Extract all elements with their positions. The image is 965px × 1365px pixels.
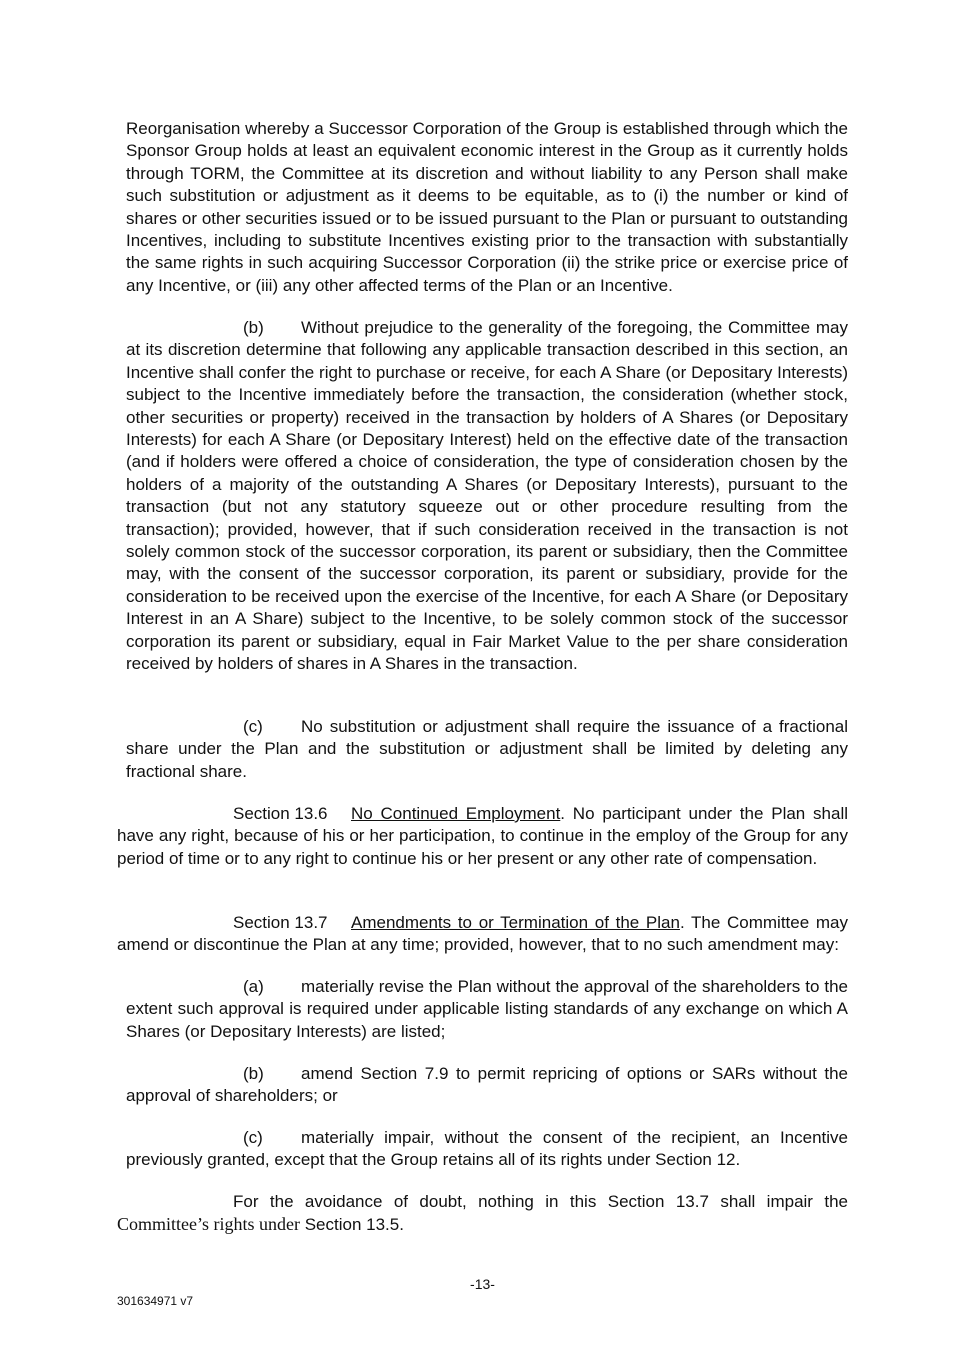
paragraph-13-7-b-text: amend Section 7.9 to permit repricing of options or SARs without the approval of shareholders; or bbox=[126, 1064, 848, 1106]
paragraph-13-7-c-text: materially impair, without the consent of the recipient, an Incentive previously granted, except that the Group retains all of its rights under Section 12. bbox=[126, 1128, 848, 1170]
section-13-6 bbox=[117, 803, 848, 870]
section-13-6-heading: No Continued Employment bbox=[351, 804, 561, 823]
section-13-7-number: Section 13.7 bbox=[233, 913, 328, 932]
enum-label-b-2: (b) bbox=[243, 1064, 264, 1083]
paragraph-13-5-c bbox=[126, 716, 848, 783]
paragraph-13-7-b bbox=[126, 1063, 848, 1108]
paragraph-intro bbox=[126, 118, 848, 297]
enum-label-c-2: (c) bbox=[243, 1128, 263, 1147]
section-13-6-text: . No participant under the Plan shall have any right, because of his or her participation, to continue in the employ of the Group for any period of time or to any right to continue his or her present or any other rate of compensation. bbox=[117, 804, 848, 868]
paragraph-13-5-b bbox=[126, 317, 848, 676]
section-13-7-heading: Amendments to or Termination of the Plan bbox=[351, 913, 680, 932]
enum-label-b: (b) bbox=[243, 318, 264, 337]
section-13-7 bbox=[117, 912, 848, 957]
document-id: 301634971 v7 bbox=[117, 1294, 194, 1308]
paragraph-13-7-a bbox=[126, 976, 848, 1043]
paragraph-13-5-c-text: No substitution or adjustment shall require the issuance of a fractional share under the Plan and the substitution or adjustment shall be limited by deleting any fractional share. bbox=[126, 717, 848, 781]
avoidance-paragraph bbox=[117, 1191, 848, 1237]
avoidance-tail: Section 13.5. bbox=[299, 1215, 404, 1235]
enum-label-a: (a) bbox=[243, 977, 264, 996]
paragraph-13-7-a-text: materially revise the Plan without the approval of the shareholders to the extent such approval is required under applicable listing standards of any exchange on which A Shares (or Depositary Interests) are listed; bbox=[126, 977, 848, 1041]
section-13-7-text: . The Committee may amend or discontinue the Plan at any time; provided, however, that to no such amendment may: bbox=[117, 913, 848, 955]
page-number: -13- bbox=[470, 1276, 495, 1292]
avoidance-serif-text: Committee’s rights under bbox=[117, 1214, 300, 1235]
enum-label-c: (c) bbox=[243, 717, 263, 736]
section-13-6-number: Section 13.6 bbox=[233, 804, 328, 823]
avoidance-lead: For the avoidance of doubt, nothing in this Section 13.7 shall impair the bbox=[233, 1192, 848, 1211]
paragraph-13-7-c bbox=[126, 1127, 848, 1172]
paragraph-13-5-b-text: Without prejudice to the generality of the foregoing, the Committee may at its discretion determine that following any applicable transaction described in this section, an Incentive shall confer the right to purchase or receive, for each A Share (or Depositary Interests) subject to the Incentive immediately before the transaction, the consideration (whether stock, other securities or property) received in the transaction by holders of A Shares (or Depositary Interests) for each A Share (or Depositary Interest) held on the effective date of the transaction (and if holders were offered a choice of consideration, the type of consideration chosen by the holders of a majority of the outstanding A Shares (or Depositary Interests), pursuant to the transaction (but not any statutory squeeze out or other procedure resulting from the transaction); provided, however, that if such consideration received in the transaction is not solely common stock of the successor corporation, its parent or subsidiary, then the Committee may, with the consent of the successor corporation, its parent or subsidiary, provide for the consideration to be received upon the exercise of the Incentive, for each A Share (or Depositary Interest in an A Share) subject to the Incentive, to be solely common stock of the successor corporation its parent or subsidiary, equal in Fair Market Value to the per share consideration received by holders of shares in A Shares in the transaction. bbox=[126, 318, 848, 674]
paragraph-intro-text: Reorganisation whereby a Successor Corporation of the Group is established through which the Sponsor Group holds at least an equivalent economic interest in the Group as it currently holds through TORM, the Committee at its discretion and without liability to any Person shall make such substitution or adjustment as it deems to be equitable, as to (i) the number or kind of shares or other securities issued or to be issued pursuant to the Plan or pursuant to outstanding Incentives, including to substitute Incentives existing prior to the transaction with substantially the same rights in such acquiring Successor Corporation (ii) the strike price or exercise price of any Incentive, or (iii) any other affected terms of the Plan or an Incentive. bbox=[126, 119, 848, 295]
